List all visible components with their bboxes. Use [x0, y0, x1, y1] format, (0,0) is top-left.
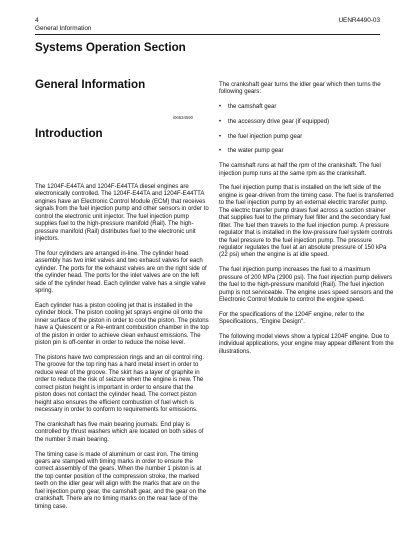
left-column	[35, 184, 210, 518]
right-column	[219, 82, 394, 364]
paragraph: The timing case is made of aluminum or cast iron. The timing gears are stamped with timing marks in order to ensure the correct assembly of the gears. When the number 1 piston is at the top center position of the compression stroke, the marked teeth on the idler gear will align with the marks that are on the fuel injection pump gear, the camshaft gear, and the gear on the crankshaft. There are no timing marks on the rear face of the timing case.	[35, 451, 207, 510]
paragraph: The crankshaft has five main bearing journals. End play is controlled by thrust washers which are located on both sides of the number 3 main bearing.	[35, 421, 204, 443]
list-item: • the accessory drive gear (if equipped)	[219, 119, 394, 126]
paragraph: Each cylinder has a piston cooling jet that is installed in the cylinder block. The piston cooling jet sprays engine oil onto the inner surface of the piston in order to cool the piston. The pistons have a Quiescent or a Re-entrant combustion chamber in the top of the piston in order to achieve clean exhaust emissions. The piston pin is off-center in order to reduce the noise level.	[35, 302, 209, 347]
paragraph: The four cylinders are arranged in-line. The cylinder head assembly has two inlet valves and two exhaust valves for each cylinder. The ports for the exhaust valves are on the right side of the cylinder head. The ports for the inlet valves are on the left side of the cylinder head. Each cylinder valve has a single valve spring.	[35, 250, 207, 295]
paragraph: The pistons have two compression rings and an oil control ring. The groove for the top ring has a hard metal insert in order to reduce wear of the groove. The skirt has a layer of graphite in order to reduce the risk of seizure when the engine is new. The correct piston height is important in order to ensure that the piston does not contact the cylinder head. The correct piston height also ensures the efficient combustion of fuel which is necessary in order to conform to requirements for emissions.	[35, 354, 205, 414]
topic-heading: Introduction	[35, 127, 103, 140]
paragraph: For the specifications of the 1204F engine, refer to the Specifications, "Engine Design".	[219, 311, 365, 326]
illustration-id: i06634590	[173, 115, 194, 120]
document-id: UENR4490-03	[338, 17, 380, 24]
header-rule	[35, 34, 380, 35]
paragraph: The camshaft runs at half the rpm of the crankshaft. The fuel injection pump runs at the same rpm as the crankshaft.	[219, 163, 381, 177]
section-heading: Systems Operation Section	[35, 41, 186, 54]
list-item: • the camshaft gear	[219, 104, 394, 111]
paragraph: The fuel injection pump increases the fuel to a maximum pressure of 200 MPa (2900 psi). The fuel injection pump delivers the fuel to the high-pressure manifold (Rail). The fuel injection pump is not serviceable. The engine uses speed sensors and the Electronic Control Module to control the engine speed.	[219, 267, 394, 304]
list-item: • the water pump gear	[219, 148, 394, 155]
paragraph: The following model views show a typical 1204F engine. Due to individual applications, your engine may appear different from the illustrations.	[219, 334, 394, 355]
chapter-heading: General Information	[35, 78, 146, 91]
paragraph: The crankshaft gear turns the idler gear which then turns the following gears:	[219, 82, 381, 96]
paragraph: The 1204F-E44TA and 1204F-E44TTA diesel engines are electronically controlled. The 1204F-E44TA and 1204F-E44TTA engines have an Electronic Control Module (ECM) that receives signals from the fuel injection pump and other sensors in order to control the electronic unit injector. The fuel injection pump supplies fuel to the high-pressure manifold (Rail). The high-pressure manifold (Rail) distributes fuel to the electronic unit injectors.	[35, 184, 209, 243]
list-item: • the fuel injection pump gear	[219, 134, 394, 141]
paragraph: The fuel injection pump that is installed on the left side of the engine is gear-driven from the timing case. The fuel is transferred to the fuel injection pump by an external electric transfer pump. The electric transfer pump draws fuel across a suction strainer that supplies fuel to the primary fuel filter and the secondary fuel filter. The fuel then travels to the fuel injection pump. A pressure regulator that is installed in the low-pressure fuel system controls the fuel pressure to the fuel injection pump. The pressure regulator regulates the fuel at an absolute pressure of 150 kPa (22 psi) when the engine is at idle speed.	[219, 185, 394, 259]
header-section-title: General Information	[35, 25, 92, 32]
gear-list	[219, 104, 394, 156]
page-number: 4	[35, 17, 39, 24]
